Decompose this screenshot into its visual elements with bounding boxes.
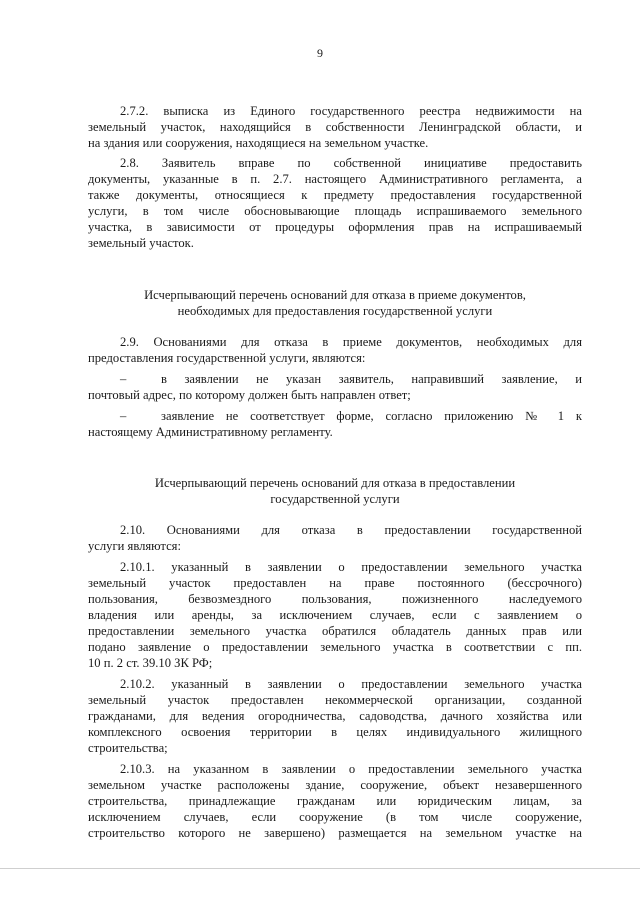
page-number: 9 xyxy=(317,46,323,60)
paragraph-line: подано заявление о предоставлении земельного участка в соответствии с пп. xyxy=(88,640,582,654)
paragraph-line: владения или аренды, за исключением случаев, если с заявлением о xyxy=(88,608,582,622)
paragraph-line: 2.8. Заявитель вправе по собственной инициативе предоставить xyxy=(120,156,582,170)
paragraph-line: документы, указанные в п. 2.7. настоящего Административного регламента, а xyxy=(88,172,582,186)
paragraph-line: строительства; xyxy=(88,741,168,755)
scan-bottom-edge xyxy=(0,868,640,869)
paragraph-line: 2.7.2. выписка из Единого государственного реестра недвижимости на xyxy=(120,104,582,118)
paragraph-line: комплексного освоения территории в целях индивидуального жилищного xyxy=(88,725,582,739)
paragraph-line: предоставления государственной услуги, являются: xyxy=(88,351,366,365)
paragraph-line: в заявлении не указан заявитель, направивший заявление, и xyxy=(161,372,582,386)
paragraph-line: услуги, в том числе обосновывающие площадь испрашиваемого земельного xyxy=(88,204,582,218)
paragraph-line: настоящему Административному регламенту. xyxy=(88,425,333,439)
paragraph-line: строительство которого не завершено) размещается на земельном участке на xyxy=(88,826,582,840)
paragraph-line: земельный участок предоставлен на праве постоянного (бессрочного) xyxy=(88,576,582,590)
paragraph-line: земельный участок, находящийся в собственности Ленинградской области, и xyxy=(88,120,582,134)
paragraph-line: 2.10. Основаниями для отказа в предоставлении государственной xyxy=(120,523,582,537)
paragraph-line: – xyxy=(120,409,127,423)
paragraph-line: 2.9. Основаниями для отказа в приеме документов, необходимых для xyxy=(120,335,582,349)
paragraph-line: услуги являются: xyxy=(88,539,181,553)
section-heading-line: необходимых для предоставления государственной услуги xyxy=(177,304,493,318)
section-heading-line: Исчерпывающий перечень оснований для отказа в предоставлении xyxy=(154,476,516,490)
paragraph-line: 2.10.1. указанный в заявлении о предоставлении земельного участка xyxy=(120,560,582,574)
paragraph-line: земельный участок предоставлен некоммерческой организации, созданной xyxy=(88,693,582,707)
paragraph-line: предоставлении земельного участка обратился обладатель данных прав или xyxy=(88,624,582,638)
section-heading-line: государственной услуги xyxy=(270,492,400,506)
paragraph-line: 2.10.2. указанный в заявлении о предоставлении земельного участка xyxy=(120,677,582,691)
paragraph-line: 2.10.3. на указанном в заявлении о предоставлении земельного участка xyxy=(120,762,582,776)
paragraph-line: почтовый адрес, по которому должен быть направлен ответ; xyxy=(88,388,411,402)
paragraph-line: исключением случаев, если сооружение (в том числе сооружение, xyxy=(88,810,582,824)
paragraph-line: 10 п. 2 ст. 39.10 ЗК РФ; xyxy=(88,656,213,670)
paragraph-line: участка, в зависимости от процедуры оформления прав на испрашиваемый xyxy=(88,220,582,234)
paragraph-line: земельном участке расположены здание, сооружение, объект незавершенного xyxy=(88,778,582,792)
paragraph-line: гражданами, для ведения огородничества, садоводства, дачного хозяйства или xyxy=(88,709,582,723)
paragraph-line: – xyxy=(120,372,127,386)
paragraph-line: на здания или сооружения, находящиеся на земельном участке. xyxy=(88,136,429,150)
section-heading-line: Исчерпывающий перечень оснований для отказа в приеме документов, xyxy=(144,288,526,302)
paragraph-line: пользования, безвозмездного пользования, пожизненного наследуемого xyxy=(88,592,582,606)
paragraph-line: строительства, принадлежащие гражданам или юридическим лицам, за xyxy=(88,794,582,808)
paragraph-line: также документы, относящиеся к предмету предоставления государственной xyxy=(88,188,582,202)
paragraph-line: земельный участок. xyxy=(88,236,194,250)
paragraph-line: заявление не соответствует форме, согласно приложению № 1 к xyxy=(161,409,582,423)
